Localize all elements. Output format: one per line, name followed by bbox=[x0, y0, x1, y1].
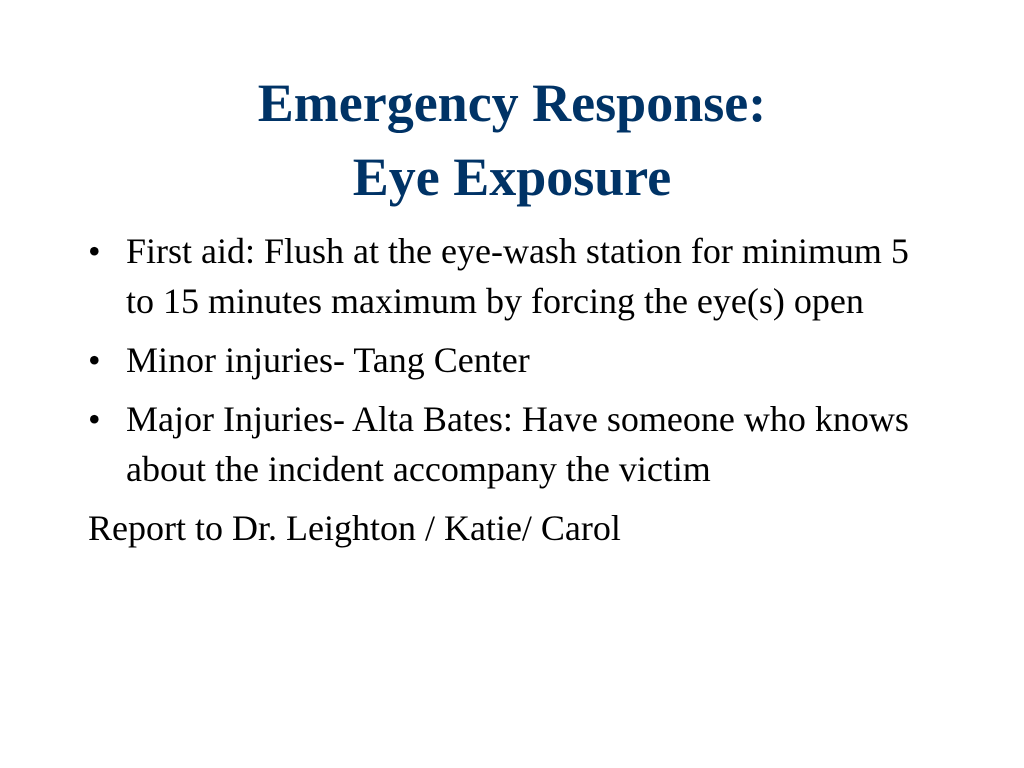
slide-body bbox=[88, 226, 928, 553]
bullet-icon: • bbox=[88, 231, 101, 271]
report-note: Report to Dr. Leighton / Katie/ Carol bbox=[88, 508, 621, 548]
bullet-icon: • bbox=[88, 399, 101, 439]
bullet-item-first-aid bbox=[88, 226, 928, 326]
slide-title-line-1: Emergency Response: bbox=[257, 73, 767, 133]
bullet-list bbox=[88, 226, 928, 494]
slide-title bbox=[0, 66, 1024, 214]
bullet-text: Major Injuries- Alta Bates: Have someone who knows about the incident accompany the victim bbox=[126, 399, 909, 489]
bullet-text: First aid: Flush at the eye-wash station for minimum 5 to 15 minutes maximum by forcing the eye(s) open bbox=[126, 231, 909, 321]
bullet-item-major-injuries bbox=[88, 394, 928, 494]
slide-title-line-2: Eye Exposure bbox=[352, 147, 672, 207]
bullet-item-minor-injuries bbox=[88, 335, 928, 385]
bullet-icon: • bbox=[88, 340, 101, 380]
bullet-text: Minor injuries- Tang Center bbox=[126, 340, 530, 380]
